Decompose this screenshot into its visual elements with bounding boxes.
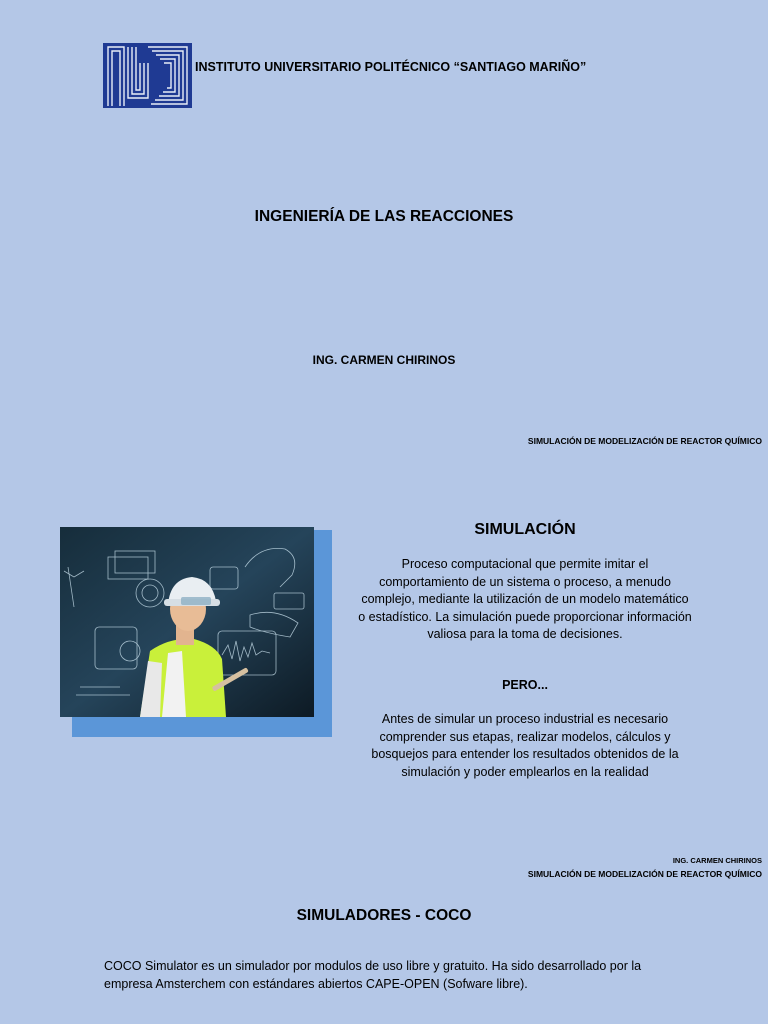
engineer-photo (60, 527, 314, 717)
course-title: INGENIERÍA DE LAS REACCIONES (254, 208, 514, 225)
simulation-title: SIMULACIÓN (474, 521, 576, 538)
institute-logo-graphic (103, 43, 192, 108)
institute-logo (103, 43, 192, 108)
professor-name: ING. CARMEN CHIRINOS (312, 353, 456, 367)
topic-subtitle: SIMULACIÓN DE MODELIZACIÓN DE REACTOR QUÍMICO (527, 436, 762, 446)
coco-description: COCO Simulator es un simulador por modulos de uso libre y gratuito. Ha sido desarrollado por la empresa Amsterchem con estándares abiertos CAPE-OPEN (Sofware libre). (104, 959, 642, 991)
institute-name: INSTITUTO UNIVERSITARIO POLITÉCNICO “SANTIAGO MARIÑO” (195, 60, 587, 74)
topic-subtitle-2: SIMULACIÓN DE MODELIZACIÓN DE REACTOR QUÍMICO (527, 869, 762, 879)
simulation-definition: Proceso computacional que permite imitar el comportamiento de un sistema o proceso, a menudo complejo, mediante la utilización de un modelo matemático o estadístico. La simulación puede proporcionar información valiosa para la toma de decisiones. (358, 557, 692, 641)
simulation-but: PERO... (502, 678, 548, 692)
simulation-note: Antes de simular un proceso industrial es necesario comprender sus etapas, realizar modelos, cálculos y bosquejos para entender los resultados obtenidos de la simulación y poder emplearlos en la realidad (371, 712, 679, 779)
professor-name-small: ING. CARMEN CHIRINOS (672, 856, 762, 865)
coco-title: SIMULADORES - COCO (296, 907, 472, 924)
